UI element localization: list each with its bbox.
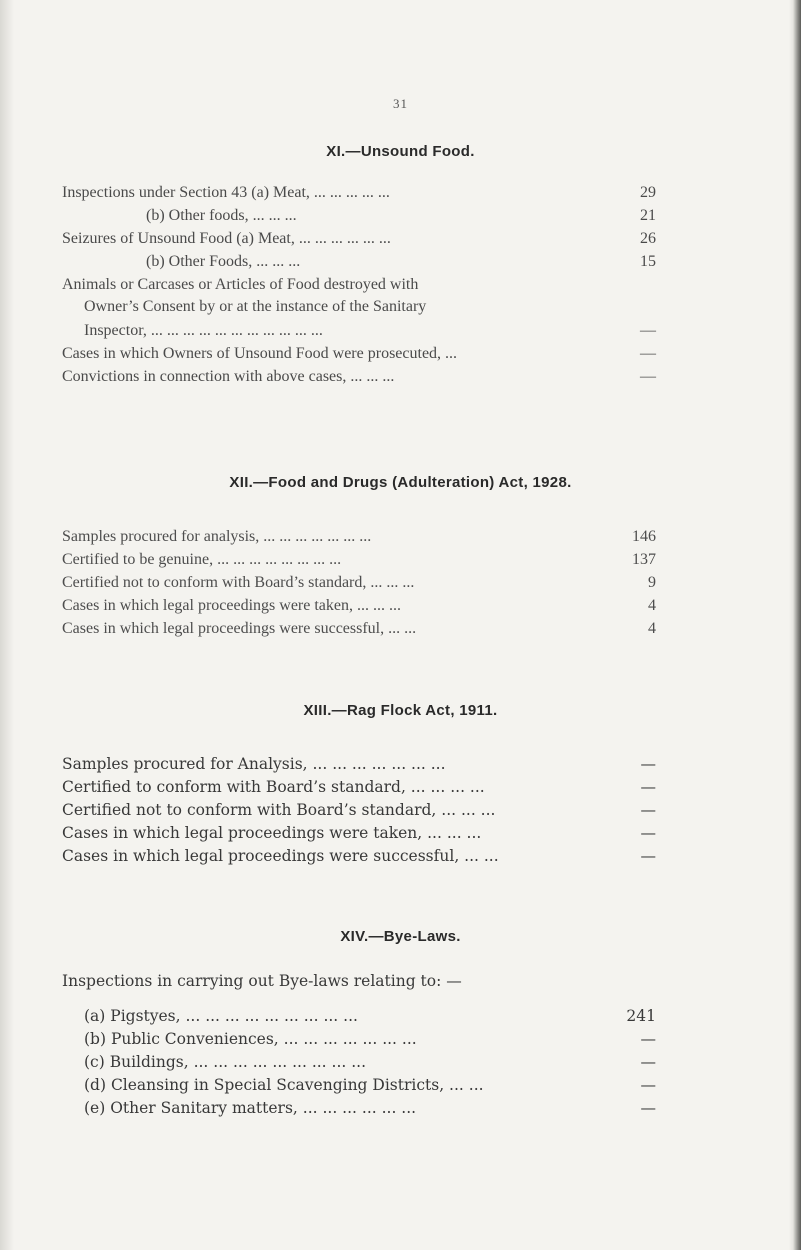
- row-value: 21: [640, 207, 656, 224]
- row-label: Cases in which legal proceedings were successful, ... ...: [62, 620, 417, 637]
- row-label: Inspections under Section 43 (a) Meat, ... ... ... ... ...: [62, 184, 390, 201]
- table-row: [62, 822, 656, 844]
- row-label: Seizures of Unsound Food (a) Meat, ... ... ... ... ... ...: [62, 230, 391, 247]
- table-row: [62, 320, 656, 342]
- row-value: —: [640, 1076, 656, 1094]
- row-label: Cases in which legal proceedings were taken, ... ... ...: [62, 597, 402, 614]
- row-label: Certified not to conform with Board’s standard, ... ... ...: [62, 801, 496, 819]
- row-label: Cases in which legal proceedings were successful, ... ...: [62, 847, 499, 865]
- section-heading: XI.—Unsound Food.: [326, 143, 475, 160]
- row-value: —: [640, 755, 656, 773]
- row-value: —: [640, 368, 656, 385]
- row-label: (b) Public Conveniences, ... ... ... ... ... ... ...: [84, 1030, 417, 1048]
- section-heading: XII.—Food and Drugs (Adulteration) Act, 1928.: [229, 474, 572, 491]
- table-row: [62, 549, 656, 571]
- page-number: 31: [393, 96, 408, 111]
- row-value: 9: [648, 574, 656, 591]
- table-row: [62, 618, 656, 640]
- row-label: (e) Other Sanitary matters, ... ... ... ... ... ...: [84, 1099, 417, 1117]
- row-value: —: [640, 1099, 656, 1117]
- section-heading: XIII.—Rag Flock Act, 1911.: [303, 702, 498, 719]
- row-value: —: [640, 345, 656, 362]
- row-value: —: [640, 824, 656, 842]
- table-row: [62, 1005, 656, 1027]
- row-value: 241: [626, 1007, 656, 1025]
- row-label: Samples procured for Analysis, ... ... ... ... ... ... ...: [62, 755, 446, 773]
- row-label: (b) Other Foods, ... ... ...: [146, 253, 301, 270]
- row-value: —: [640, 322, 656, 339]
- section-heading: XIV.—Bye-Laws.: [340, 928, 461, 945]
- row-label: Convictions in connection with above cases, ... ... ...: [62, 368, 395, 385]
- table-row: [62, 182, 656, 204]
- table-row: [62, 1051, 656, 1073]
- row-label: Cases in which legal proceedings were taken, ... ... ...: [62, 824, 482, 842]
- table-row: [62, 526, 656, 548]
- table-row: [62, 595, 656, 617]
- table-row: [62, 572, 656, 594]
- row-value: 4: [648, 597, 656, 614]
- table-row: [62, 1028, 656, 1050]
- row-label: Certified to be genuine, ... ... ... ... ... ... ... ...: [62, 551, 342, 568]
- paragraph-line: Owner’s Consent by or at the instance of the Sanitary: [84, 298, 427, 315]
- row-label: Inspector, ... ... ... ... ... ... ... ... ... ... ...: [84, 322, 323, 339]
- paragraph-animals-destroyed: [62, 274, 622, 318]
- table-row: [62, 776, 656, 798]
- row-value: —: [640, 778, 656, 796]
- bye-laws-intro: [62, 970, 656, 992]
- table-row: [62, 228, 656, 250]
- table-row: [62, 251, 656, 273]
- table-row: [62, 1097, 656, 1119]
- row-value: —: [640, 1053, 656, 1071]
- row-label: (d) Cleansing in Special Scavenging Districts, ... ...: [84, 1076, 484, 1094]
- row-label: Certified not to conform with Board’s standard, ... ... ...: [62, 574, 415, 591]
- page-shadow-left: [0, 0, 14, 1250]
- row-value: —: [640, 847, 656, 865]
- row-label: (a) Pigstyes, ... ... ... ... ... ... ... ... ...: [84, 1007, 358, 1025]
- table-row: [62, 753, 656, 775]
- table-row: [62, 799, 656, 821]
- row-label: (c) Buildings, ... ... ... ... ... ... ... ... ...: [84, 1053, 367, 1071]
- row-value: —: [640, 1030, 656, 1048]
- paragraph-line: Animals or Carcases or Articles of Food destroyed with: [62, 276, 419, 293]
- row-label: (b) Other foods, ... ... ...: [146, 207, 297, 224]
- row-value: 137: [632, 551, 656, 568]
- row-label: Samples procured for analysis, ... ... ... ... ... ... ...: [62, 528, 372, 545]
- row-label: Cases in which Owners of Unsound Food were prosecuted, ...: [62, 345, 458, 362]
- row-label: Certified to conform with Board’s standard, ... ... ... ...: [62, 778, 485, 796]
- table-row: [62, 845, 656, 867]
- row-value: 29: [640, 184, 656, 201]
- row-value: 26: [640, 230, 656, 247]
- row-label: Inspections in carrying out Bye-laws relating to: —: [62, 972, 462, 990]
- table-row: [62, 343, 656, 365]
- row-value: 146: [632, 528, 656, 545]
- row-value: 4: [648, 620, 656, 637]
- table-row: [62, 205, 656, 227]
- table-row: [62, 1074, 656, 1096]
- table-row: [62, 366, 656, 388]
- row-value: —: [640, 801, 656, 819]
- page-edge-right: [789, 0, 801, 1250]
- row-value: 15: [640, 253, 656, 270]
